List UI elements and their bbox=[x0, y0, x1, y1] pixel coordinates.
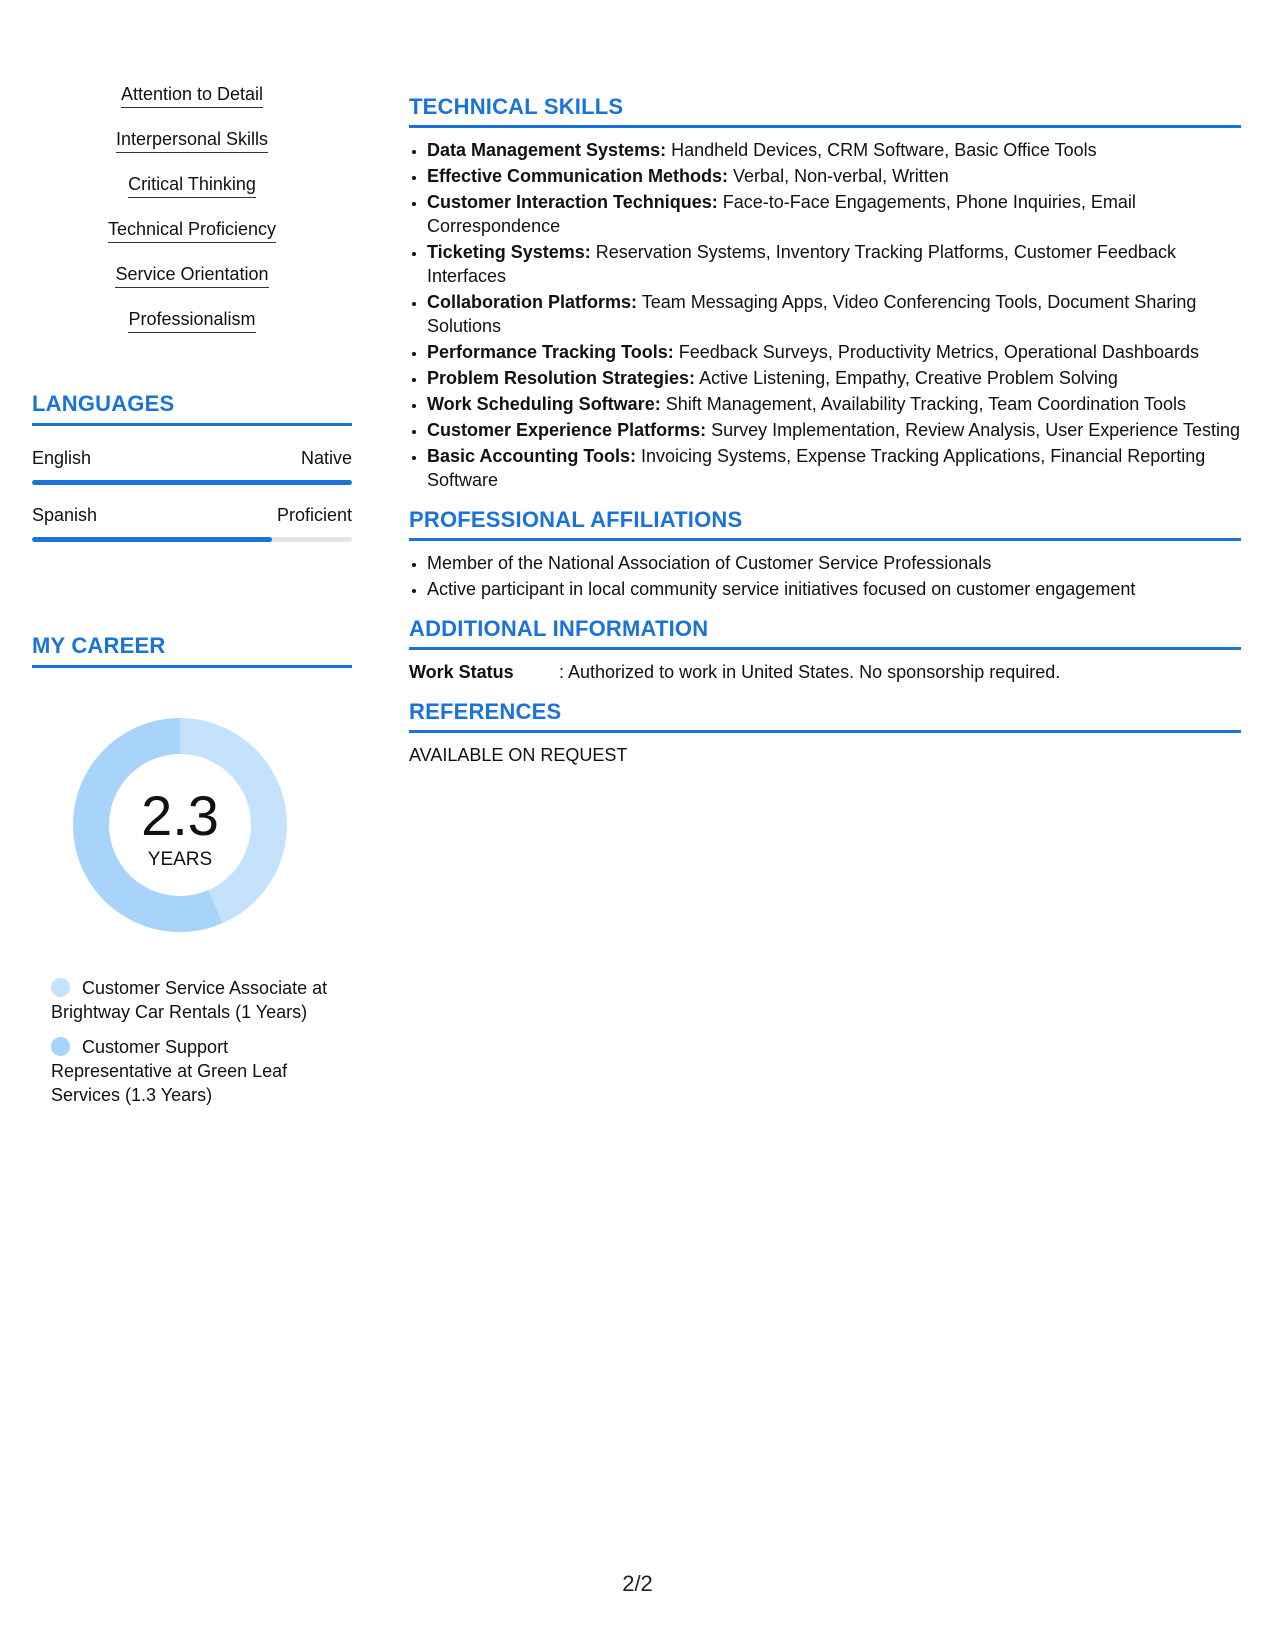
language-level: Proficient bbox=[276, 505, 352, 525]
career-legend bbox=[51, 976, 341, 1107]
languages-heading: LANGUAGES bbox=[32, 391, 352, 426]
technical-skill-item bbox=[427, 190, 1241, 238]
affiliation-item: • Member of the National Association of Customer Service Professionals bbox=[427, 551, 1241, 575]
soft-skill-label: Attention to Detail bbox=[121, 84, 263, 108]
references-text: AVAILABLE ON REQUEST bbox=[409, 745, 628, 765]
career-legend-label: Customer Support Representative at Green Leaf Services (1.3 Years) bbox=[51, 1037, 288, 1105]
technical-skill-label: Problem Resolution Strategies: bbox=[427, 368, 696, 388]
work-status-row bbox=[409, 660, 1241, 684]
affiliations-list bbox=[409, 551, 1241, 601]
career-legend-item bbox=[51, 976, 341, 1024]
technical-skill-item bbox=[427, 392, 1241, 416]
soft-skill-item bbox=[32, 174, 352, 219]
soft-skill-label: Professionalism bbox=[128, 309, 255, 333]
technical-skill-label: Collaboration Platforms: bbox=[427, 292, 638, 312]
career-legend-item bbox=[51, 1035, 341, 1107]
soft-skill-label: Technical Proficiency bbox=[108, 219, 276, 243]
technical-skill-text: Verbal, Non-verbal, Written bbox=[728, 166, 949, 186]
technical-skill-label: Work Scheduling Software: bbox=[427, 394, 661, 414]
legend-dot-icon bbox=[51, 1037, 70, 1056]
soft-skill-item bbox=[32, 129, 352, 174]
affiliations-heading: PROFESSIONAL AFFILIATIONS bbox=[409, 507, 1241, 541]
soft-skill-label: Critical Thinking bbox=[128, 174, 256, 198]
technical-skill-text: Feedback Surveys, Productivity Metrics, Operational Dashboards bbox=[673, 342, 1199, 362]
page-number: 2/2 bbox=[622, 1571, 653, 1596]
language-progress-track bbox=[32, 480, 352, 485]
technical-skill-label: Data Management Systems: bbox=[427, 140, 667, 160]
soft-skills-list bbox=[32, 84, 352, 354]
career-section bbox=[32, 633, 352, 1118]
affiliations-section bbox=[409, 507, 1241, 601]
affiliation-item: • Active participant in local community service initiatives focused on customer engagement bbox=[427, 577, 1241, 601]
technical-skills-section bbox=[409, 94, 1241, 492]
language-name: English bbox=[32, 448, 92, 468]
technical-skill-label: Performance Tracking Tools: bbox=[427, 342, 674, 362]
technical-skill-item bbox=[427, 444, 1241, 492]
technical-skill-text: Active Listening, Empathy, Creative Problem Solving bbox=[695, 368, 1118, 388]
career-total-unit: YEARS bbox=[147, 849, 213, 870]
main-content bbox=[409, 94, 1241, 782]
technical-skill-text: Invoicing Systems, Expense Tracking Applications, Financial Reporting Software bbox=[427, 446, 1206, 490]
languages-section bbox=[32, 391, 352, 542]
soft-skill-label: Service Orientation bbox=[115, 264, 268, 288]
technical-skill-text: Shift Management, Availability Tracking, Team Coordination Tools bbox=[660, 394, 1186, 414]
technical-skill-label: Customer Experience Platforms: bbox=[427, 420, 707, 440]
technical-skill-label: Customer Interaction Techniques: bbox=[427, 192, 718, 212]
additional-info-heading: ADDITIONAL INFORMATION bbox=[409, 616, 1241, 650]
language-progress-track bbox=[32, 537, 352, 542]
technical-skill-label: Ticketing Systems: bbox=[427, 242, 591, 262]
technical-skill-text: Face-to-Face Engagements, Phone Inquiries, Email Correspondence bbox=[427, 192, 1136, 236]
career-heading: MY CAREER bbox=[32, 633, 352, 668]
language-progress-fill bbox=[32, 480, 352, 485]
career-total-value: 2.3 bbox=[141, 784, 219, 847]
technical-skill-text: Team Messaging Apps, Video Conferencing Tools, Document Sharing Solutions bbox=[427, 292, 1197, 336]
technical-skills-heading: TECHNICAL SKILLS bbox=[409, 94, 1241, 128]
career-donut-chart bbox=[65, 710, 295, 940]
technical-skill-item bbox=[427, 138, 1241, 162]
technical-skill-text: Reservation Systems, Inventory Tracking Platforms, Customer Feedback Interfaces bbox=[427, 242, 1176, 286]
legend-dot-icon bbox=[51, 978, 70, 997]
soft-skill-item bbox=[32, 219, 352, 264]
work-status-value: : Authorized to work in United States. No sponsorship required. bbox=[559, 662, 1061, 682]
soft-skills-section bbox=[32, 84, 352, 354]
technical-skill-text: Handheld Devices, CRM Software, Basic Office Tools bbox=[666, 140, 1097, 160]
technical-skill-item bbox=[427, 290, 1241, 338]
references-heading: REFERENCES bbox=[409, 699, 1241, 733]
technical-skill-item bbox=[427, 240, 1241, 288]
donut-center bbox=[65, 710, 295, 940]
language-row bbox=[32, 505, 352, 542]
language-name: Spanish bbox=[32, 505, 98, 525]
soft-skill-label: Interpersonal Skills bbox=[116, 129, 268, 153]
technical-skill-label: Basic Accounting Tools: bbox=[427, 446, 637, 466]
language-level: Native bbox=[300, 448, 352, 468]
language-progress-fill bbox=[32, 537, 272, 542]
soft-skill-item bbox=[32, 264, 352, 309]
technical-skill-item bbox=[427, 418, 1241, 442]
technical-skill-label: Effective Communication Methods: bbox=[427, 166, 729, 186]
technical-skill-text: Survey Implementation, Review Analysis, User Experience Testing bbox=[706, 420, 1241, 440]
technical-skill-item bbox=[427, 340, 1241, 364]
technical-skill-item bbox=[427, 366, 1241, 390]
soft-skill-item bbox=[32, 309, 352, 354]
technical-skill-item bbox=[427, 164, 1241, 188]
technical-skills-list bbox=[409, 138, 1241, 492]
references-section bbox=[409, 699, 1241, 767]
work-status-label: Work Status bbox=[409, 662, 514, 682]
language-row bbox=[32, 448, 352, 485]
soft-skill-item bbox=[32, 84, 352, 129]
career-legend-label: Customer Service Associate at Brightway Car Rentals (1 Years) bbox=[51, 978, 328, 1022]
additional-info-section bbox=[409, 616, 1241, 684]
